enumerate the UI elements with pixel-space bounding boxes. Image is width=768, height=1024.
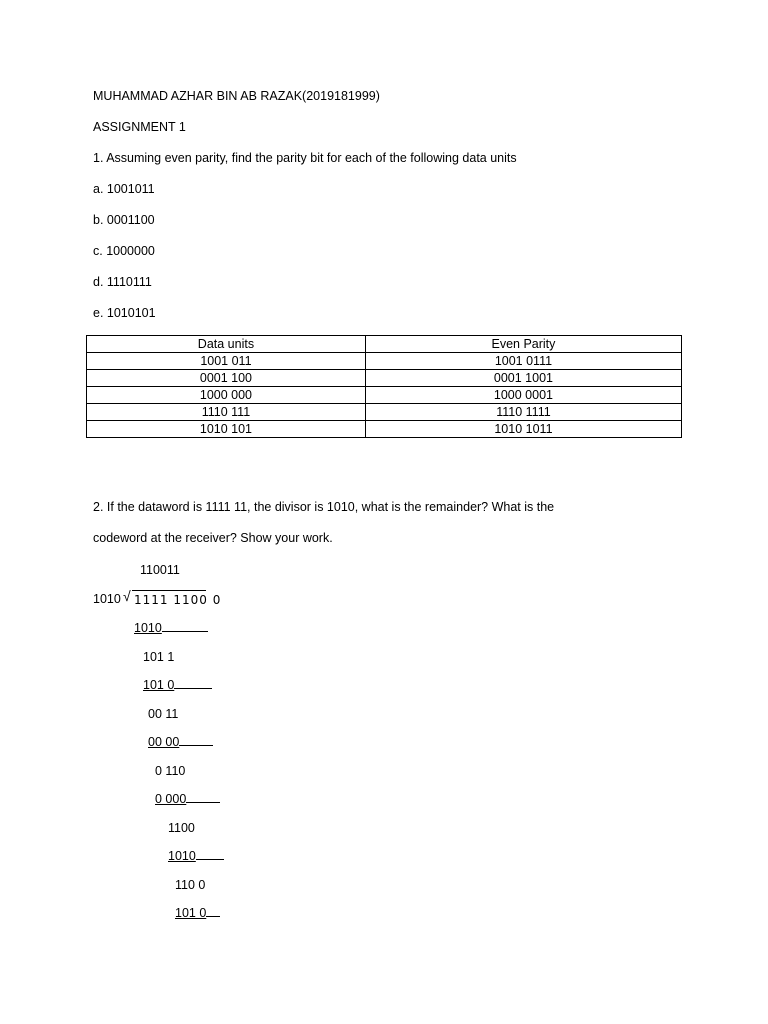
table-cell: 0001 1001 [365,370,681,387]
underline-rule [186,791,220,803]
division-step: 1100 [168,821,195,835]
root-sign-icon: √ [123,588,131,604]
q1-item-d: d. 1110111 [93,275,152,289]
table-header-row [87,336,682,353]
table-row [87,370,682,387]
question-1: 1. Assuming even parity, find the parity bit for each of the following data units [93,151,517,165]
table-cell: 1110 1111 [365,404,681,421]
table-cell: 1010 101 [87,421,366,438]
dividend: 1111 1100 0 [134,593,222,607]
underline-rule [179,734,213,746]
table-cell: 0001 100 [87,370,366,387]
division-step: 0 110 [155,764,186,778]
q1-item-a: a. 1001011 [93,182,155,196]
table-cell: 1001 011 [87,353,366,370]
step-value: 0 000 [155,792,187,806]
q1-item-e: e. 1010101 [93,306,156,320]
step-value: 00 00 [148,735,180,749]
division-bar [132,590,206,591]
table-cell: 1010 1011 [365,421,681,438]
underline-rule [206,905,220,917]
table-row [87,404,682,421]
division-step [134,620,208,636]
division-step: 00 11 [148,707,179,721]
step-value: 1010 [168,849,196,863]
table-cell: 1000 0001 [365,387,681,404]
underline-rule [162,620,208,632]
division-step: 110 0 [175,878,206,892]
step-value: 101 0 [143,678,175,692]
divisor: 1010 [93,592,121,606]
underline-rule [174,677,212,689]
q1-item-b: b. 0001100 [93,213,155,227]
division-step [175,905,220,921]
column-header: Data units [87,336,366,353]
parity-table [86,335,682,438]
question-2-line-2: codeword at the receiver? Show your work. [93,531,333,545]
table-row [87,387,682,404]
table-cell: 1001 0111 [365,353,681,370]
division-step [168,848,224,864]
division-step: 101 1 [143,650,175,664]
question-2-line-1: 2. If the dataword is 1111 11, the divisor is 1010, what is the remainder? What is the [93,500,555,514]
table-row [87,353,682,370]
q1-item-c: c. 1000000 [93,244,155,258]
student-name: MUHAMMAD AZHAR BIN AB RAZAK(2019181999) [93,89,380,103]
quotient: 110011 [140,563,180,577]
division-step [143,677,212,693]
table-row [87,421,682,438]
table-cell: 1110 111 [87,404,366,421]
step-value: 1010 [134,621,162,635]
division-step [155,791,220,807]
column-header: Even Parity [365,336,681,353]
underline-rule [196,848,224,860]
division-step [148,734,213,750]
table-cell: 1000 000 [87,387,366,404]
assignment-title: ASSIGNMENT 1 [93,120,186,134]
step-value: 101 0 [175,906,207,920]
